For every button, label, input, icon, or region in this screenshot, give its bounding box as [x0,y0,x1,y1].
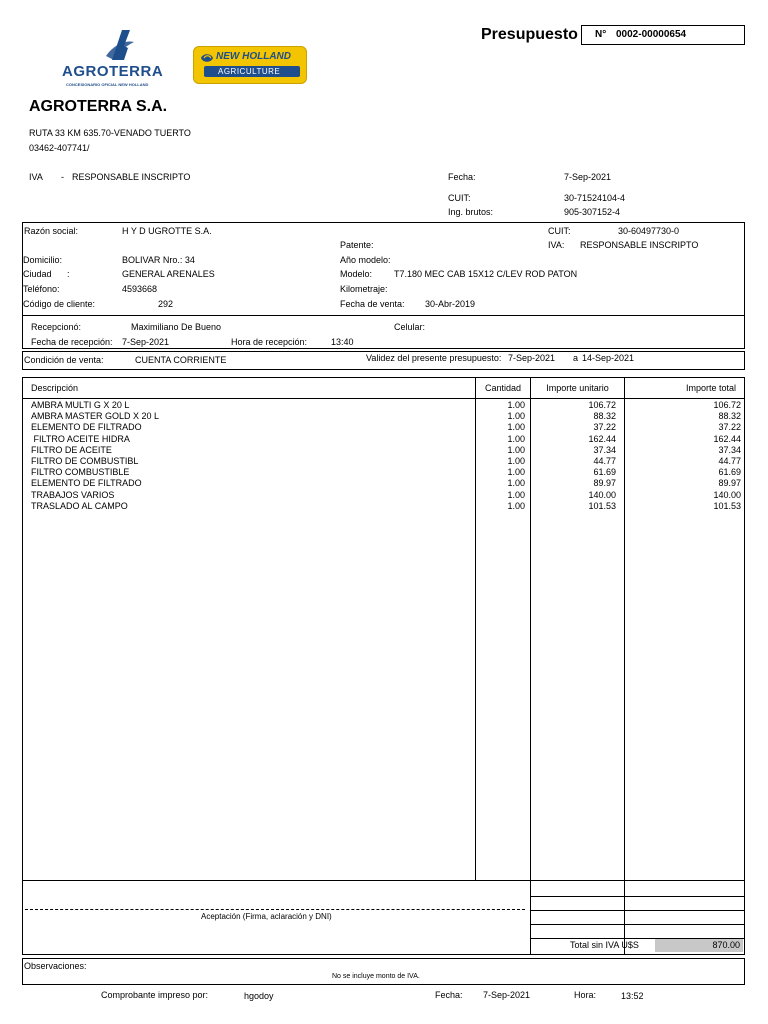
items-body-bottom [22,880,745,881]
item-quantity: 1.00 [507,456,525,466]
company-ib-label: Ing. brutos: [448,207,494,217]
reception-hrecep-label: Hora de recepción: [231,337,308,347]
item-description: AMBRA MULTI G X 20 L [31,400,130,410]
item-quantity: 1.00 [507,501,525,511]
footer-impreso-value: hgodoy [244,991,274,1001]
client-ciudad-label: Ciudad [23,269,52,279]
client-razon-value: H Y D UGROTTE S.A. [122,226,212,236]
doc-number-label: N° [595,29,607,40]
item-quantity: 1.00 [507,434,525,444]
client-modelo-label: Modelo: [340,269,373,279]
doc-number-value: 0002-00000654 [616,29,687,40]
header-cantidad: Cantidad [484,383,522,393]
item-description: TRASLADO AL CAMPO [31,501,128,511]
observations-box [22,958,745,985]
item-quantity: 1.00 [507,445,525,455]
client-telefono-label: Teléfono: [23,284,60,294]
client-km-label: Kilometraje: [340,284,388,294]
item-description: FILTRO DE COMBUSTIBL [31,456,139,466]
company-fecha-label: Fecha: [448,172,476,182]
agroterra-tagline: CONCESIONARIO OFICIAL NEW HOLLAND [66,82,149,87]
sale-validez-from: 7-Sep-2021 [508,353,556,363]
item-quantity: 1.00 [507,422,525,432]
item-unit-price: 37.34 [593,445,616,455]
item-description: FILTRO ACEITE HIDRA [31,434,130,444]
signature-caption: Aceptación (Firma, aclaración y DNI) [201,912,332,921]
client-iva-value: RESPONSABLE INSCRIPTO [580,240,699,250]
client-domicilio-label: Domicilio: [23,255,63,265]
item-total: 88.32 [718,411,741,421]
client-iva-label: IVA: [548,240,565,250]
client-cuit-value: 30-60497730-0 [618,226,680,236]
new-holland-logo [193,46,307,84]
item-unit-price: 37.22 [593,422,616,432]
item-unit-price: 101.53 [588,501,616,511]
company-address: RUTA 33 KM 635.70-VENADO TUERTO [29,128,191,138]
client-modelo-value: T7.180 MEC CAB 15X12 C/LEV ROD PATON [394,269,578,279]
item-quantity: 1.00 [507,411,525,421]
sale-validez-a: a [573,353,579,363]
header-descripcion: Descripción [31,383,79,393]
item-unit-price: 61.69 [593,467,616,477]
company-phone: 03462-407741/ [29,143,90,153]
new-holland-leaf-icon [200,52,214,64]
item-description: TRABAJOS VARIOS [31,490,115,500]
new-holland-name: NEW HOLLAND [216,51,291,62]
item-total: 106.72 [713,400,741,410]
item-quantity: 1.00 [507,400,525,410]
client-patente-label: Patente: [340,240,374,250]
agroterra-emblem-icon [60,24,178,64]
new-holland-sub-band [204,66,300,77]
company-iva-label: IVA [29,172,43,182]
item-total: 89.97 [718,478,741,488]
client-fventa-label: Fecha de venta: [340,299,405,309]
item-unit-price: 88.32 [593,411,616,421]
company-iva-dash: - [61,172,64,182]
company-cuit-label: CUIT: [448,193,471,203]
doc-number-box [581,25,745,45]
item-total: 44.77 [718,456,741,466]
items-header-divider [22,398,745,399]
client-fventa-value: 30-Abr-2019 [425,299,476,309]
item-unit-price: 44.77 [593,456,616,466]
item-description: ELEMENTO DE FILTRADO [31,478,142,488]
footer-impreso-label: Comprobante impreso por: [101,990,209,1000]
item-quantity: 1.00 [507,478,525,488]
agroterra-logo [60,24,178,90]
item-description: FILTRO COMBUSTIBLE [31,467,130,477]
observations-label: Observaciones: [24,961,87,971]
company-name: AGROTERRA S.A. [29,98,168,115]
sale-condicion-label: Condición de venta: [24,355,104,365]
item-total: 162.44 [713,434,741,444]
item-description: ELEMENTO DE FILTRADO [31,422,142,432]
signature-line [25,909,525,910]
header-unitario: Importe unitario [546,383,609,393]
total-label: Total sin IVA U$S [570,940,639,950]
client-anio-label: Año modelo: [340,255,391,265]
reception-frecep-value: 7-Sep-2021 [122,337,170,347]
item-unit-price: 89.97 [593,478,616,488]
item-total: 37.34 [718,445,741,455]
agroterra-logo-text: AGROTERRA [62,63,164,80]
client-codigo-label: Código de cliente: [23,299,96,309]
summary-line-2 [530,910,745,911]
item-quantity: 1.00 [507,490,525,500]
header-total: Importe total [685,383,736,393]
reception-recepciono-label: Recepcionó: [31,322,82,332]
client-ciudad-colon: : [67,269,70,279]
client-ciudad-value: GENERAL ARENALES [122,269,215,279]
doc-title: Presupuesto [481,26,578,43]
reception-recepciono-value: Maximiliano De Bueno [131,322,222,332]
new-holland-sub: AGRICULTURE [218,67,281,76]
summary-line-1 [530,896,745,897]
client-razon-label: Razón social: [24,226,79,236]
footer-hora-value: 13:52 [621,991,644,1001]
item-total: 61.69 [718,467,741,477]
item-unit-price: 106.72 [588,400,616,410]
total-value: 870.00 [712,940,740,950]
item-unit-price: 140.00 [588,490,616,500]
company-iva-value: RESPONSABLE INSCRIPTO [72,172,191,182]
sale-validez-to: 14-Sep-2021 [582,353,635,363]
item-total: 101.53 [713,501,741,511]
footer-hora-label: Hora: [574,990,597,1000]
client-cuit-label: CUIT: [548,226,571,236]
item-description: AMBRA MASTER GOLD X 20 L [31,411,160,421]
reception-celular-label: Celular: [394,322,426,332]
item-total: 37.22 [718,422,741,432]
sale-validez-label: Validez del presente presupuesto: [366,353,502,363]
item-unit-price: 162.44 [588,434,616,444]
summary-line-3 [530,924,745,925]
client-telefono-value: 4593668 [122,284,158,294]
client-domicilio-value: BOLIVAR Nro.: 34 [122,255,195,265]
item-quantity: 1.00 [507,467,525,477]
sale-condicion-value: CUENTA CORRIENTE [135,355,227,365]
observations-note: No se incluye monto de IVA. [332,973,420,980]
item-total: 140.00 [713,490,741,500]
footer-fecha-label: Fecha: [435,990,463,1000]
company-fecha-value: 7-Sep-2021 [564,172,612,182]
item-description: FILTRO DE ACEITE [31,445,112,455]
reception-hrecep-value: 13:40 [331,337,354,347]
client-codigo-value: 292 [158,299,174,309]
footer-fecha-value: 7-Sep-2021 [483,990,531,1000]
company-ib-value: 905-307152-4 [564,207,621,217]
col-divider-total [624,377,625,955]
reception-frecep-label: Fecha de recepción: [31,337,113,347]
company-cuit-value: 30-71524104-4 [564,193,626,203]
